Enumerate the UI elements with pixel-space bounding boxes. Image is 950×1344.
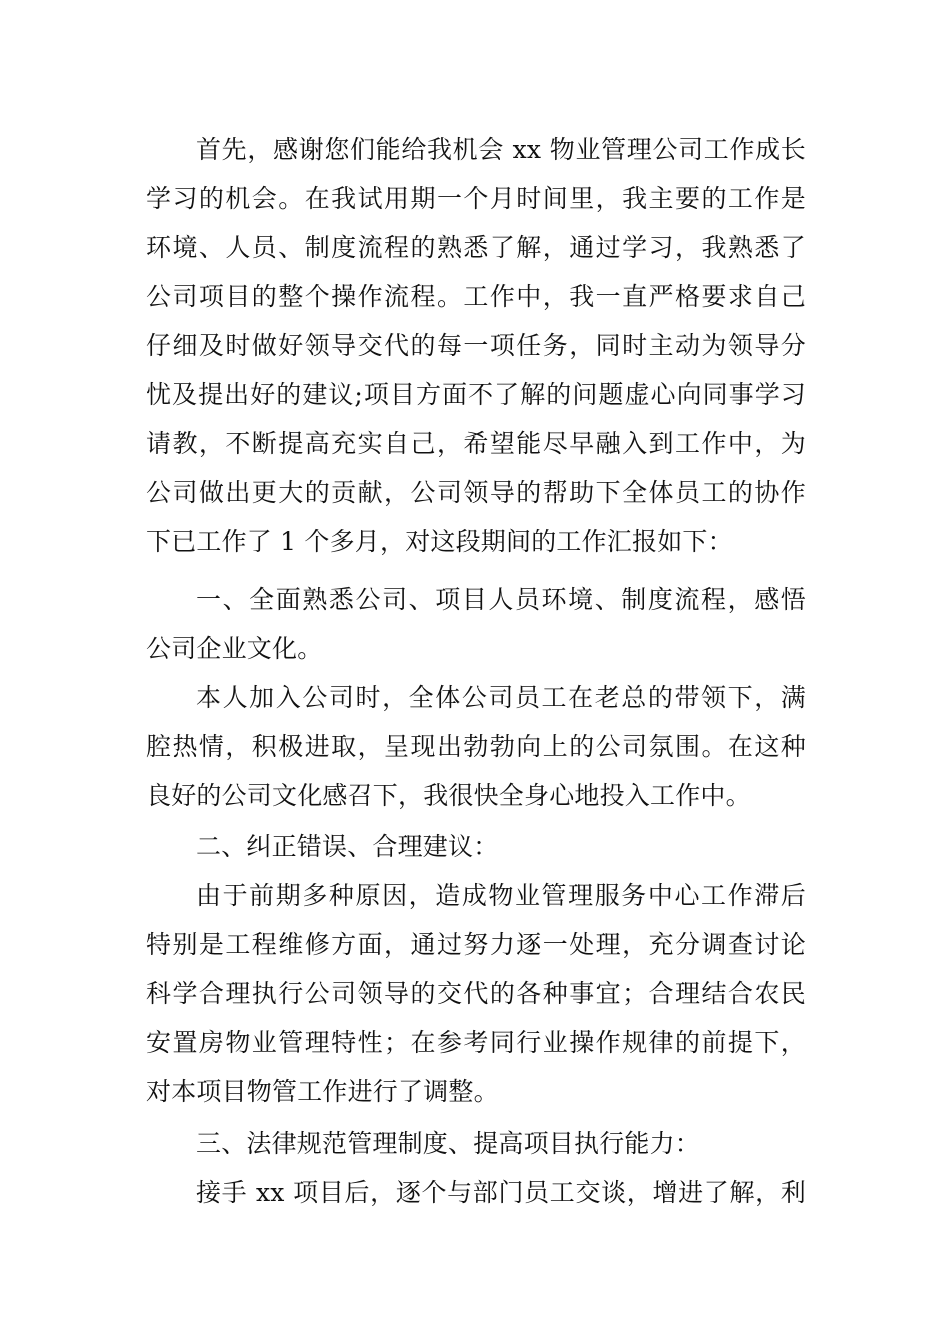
text-line: 忧及提出好的建议;项目方面不了解的问题虚心向同事学习 <box>146 380 806 409</box>
text-line: 请教，不断提高充实自己，希望能尽早融入到工作中，为 <box>146 429 806 458</box>
text-line: 首先，感谢您们能给我机会 xx 物业管理公司工作成长 <box>196 135 806 164</box>
text-line: 特别是工程维修方面，通过努力逐一处理，充分调查讨论 <box>146 930 806 959</box>
section-heading: 二、纠正错误、合理建议： <box>196 832 499 861</box>
text-line: 良好的公司文化感召下，我很快全身心地投入工作中。 <box>146 781 751 810</box>
text-line: 安置房物业管理特性；在参考同行业操作规律的前提下， <box>146 1028 806 1057</box>
section-heading: 一、全面熟悉公司、项目人员环境、制度流程，感悟 <box>196 585 806 614</box>
text-line: 环境、人员、制度流程的熟悉了解，通过学习，我熟悉了 <box>146 233 806 262</box>
section-heading: 三、法律规范管理制度、提高项目执行能力： <box>196 1129 701 1158</box>
text-line: 本人加入公司时，全体公司员工在老总的带领下，满 <box>196 683 806 712</box>
text-line: 公司企业文化。 <box>146 634 323 663</box>
text-line: 由于前期多种原因，造成物业管理服务中心工作滞后 <box>196 881 806 910</box>
text-line: 接手 xx 项目后，逐个与部门员工交谈，增进了解，利 <box>196 1178 806 1207</box>
text-line: 对本项目物管工作进行了调整。 <box>146 1077 499 1106</box>
text-line: 腔热情，积极进取，呈现出勃勃向上的公司氛围。在这种 <box>146 732 806 761</box>
text-line: 下已工作了 1 个多月，对这段期间的工作汇报如下： <box>146 527 733 556</box>
text-line: 科学合理执行公司领导的交代的各种事宜；合理结合农民 <box>146 979 806 1008</box>
text-line: 学习的机会。在我试用期一个月时间里，我主要的工作是 <box>146 184 806 213</box>
text-line: 公司项目的整个操作流程。工作中，我一直严格要求自己 <box>146 282 806 311</box>
text-line: 公司做出更大的贡献，公司领导的帮助下全体员工的协作 <box>146 478 806 507</box>
text-line: 仔细及时做好领导交代的每一项任务，同时主动为领导分 <box>146 331 806 360</box>
